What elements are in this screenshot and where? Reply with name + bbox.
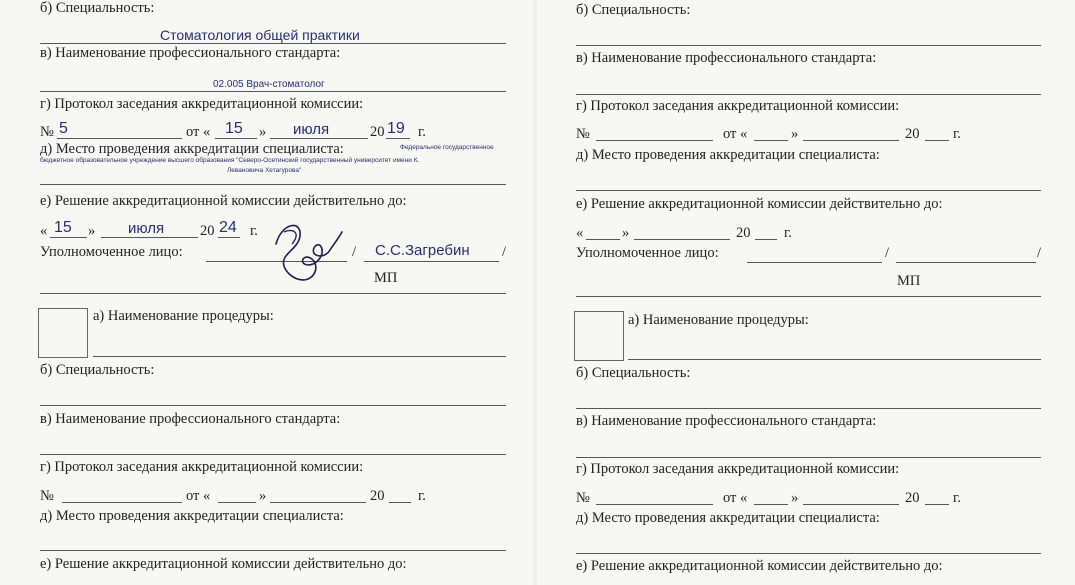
underline <box>218 502 256 503</box>
from-text: от « <box>723 126 748 142</box>
slash: / <box>502 244 507 260</box>
underline <box>755 239 777 240</box>
year-prefix: 20 <box>905 490 920 506</box>
underline <box>40 405 506 406</box>
slash: / <box>885 245 890 261</box>
protocol-label: г) Протокол заседания аккредитационной комиссии: <box>40 459 364 475</box>
decision-year-suffix: г. <box>784 225 792 241</box>
underline <box>586 239 620 240</box>
year-suffix: г. <box>418 488 426 504</box>
right-page <box>540 0 1075 585</box>
place-value-line3: Левановича Хетагурова" <box>227 167 302 174</box>
underline <box>576 457 1041 458</box>
protocol-number-prefix: № <box>576 490 590 506</box>
underline <box>40 91 506 92</box>
from-text: от « <box>186 488 211 504</box>
protocol-number-prefix: № <box>40 124 54 140</box>
from-text: от « <box>186 124 211 140</box>
authorized-label: Уполномоченное лицо: <box>576 245 719 261</box>
decision-year-value: 24 <box>219 219 237 236</box>
specialty-label: б) Специальность: <box>40 362 155 378</box>
decision-year-prefix: 20 <box>200 223 215 239</box>
underline <box>634 239 730 240</box>
underline <box>386 138 410 139</box>
left-page <box>0 0 535 585</box>
underline <box>270 138 368 139</box>
year-suffix: г. <box>953 126 961 142</box>
underline <box>576 45 1041 46</box>
underline <box>596 140 713 141</box>
close-quote: » <box>791 126 799 142</box>
decision-open-quote: « <box>40 223 48 239</box>
from-text: от « <box>723 490 748 506</box>
year-suffix: г. <box>953 490 961 506</box>
decision-label: е) Решение аккредитационной комиссии действительно до: <box>576 558 943 574</box>
decision-label: е) Решение аккредитационной комиссии действительно до: <box>40 193 407 209</box>
underline <box>576 553 1041 554</box>
standard-label: в) Наименование профессионального стандарта: <box>40 45 341 61</box>
underline <box>270 502 366 503</box>
decision-close-quote: » <box>622 225 630 241</box>
decision-label: е) Решение аккредитационной комиссии действительно до: <box>576 196 943 212</box>
underline <box>50 237 87 238</box>
decision-year-prefix: 20 <box>736 225 751 241</box>
authorized-name: С.С.Загребин <box>375 242 470 259</box>
underline <box>754 504 788 505</box>
decision-day-value: 15 <box>54 219 72 236</box>
slash: / <box>1037 245 1042 261</box>
underline <box>364 261 499 262</box>
standard-label: в) Наименование профессионального стандарта: <box>576 50 877 66</box>
handwritten-signature-icon <box>262 214 346 294</box>
standard-label: в) Наименование профессионального стандарта: <box>40 411 341 427</box>
place-label: д) Место проведения аккредитации специалиста: <box>40 141 344 157</box>
authorized-label: Уполномоченное лицо: <box>40 244 183 260</box>
underline <box>101 237 198 238</box>
procedure-label: а) Наименование процедуры: <box>93 308 274 324</box>
procedure-checkbox <box>38 308 88 358</box>
close-quote: » <box>259 488 267 504</box>
underline <box>40 454 506 455</box>
standard-value: 02.005 Врач-стоматолог <box>213 79 325 90</box>
underline <box>215 138 257 139</box>
underline <box>896 262 1036 263</box>
underline <box>40 293 506 294</box>
slash: / <box>352 244 357 260</box>
protocol-label: г) Протокол заседания аккредитационной комиссии: <box>576 461 900 477</box>
protocol-number-value: 5 <box>59 120 68 137</box>
underline <box>576 296 1041 297</box>
underline <box>40 550 506 551</box>
specialty-label: б) Специальность: <box>40 0 155 16</box>
protocol-number-prefix: № <box>40 488 54 504</box>
underline <box>925 140 949 141</box>
stamp-place-label: МП <box>897 273 921 289</box>
stamp-place-label: МП <box>374 270 398 286</box>
specialty-label: б) Специальность: <box>576 2 691 18</box>
underline <box>803 504 899 505</box>
decision-year-suffix: г. <box>250 223 258 239</box>
procedure-checkbox <box>574 311 624 361</box>
underline <box>389 502 411 503</box>
protocol-month-value: июля <box>293 121 330 138</box>
decision-label: е) Решение аккредитационной комиссии действительно до: <box>40 556 407 572</box>
decision-open-quote: « <box>576 225 584 241</box>
protocol-label: г) Протокол заседания аккредитационной комиссии: <box>576 98 900 114</box>
underline <box>925 504 949 505</box>
underline <box>754 140 788 141</box>
underline <box>40 43 506 44</box>
underline <box>596 504 713 505</box>
specialty-label: б) Специальность: <box>576 365 691 381</box>
place-value-line2: бюджетное образовательное учреждение высшего образования "Северо-Осетинский государственный университет имени К. <box>40 157 420 164</box>
underline <box>576 190 1041 191</box>
protocol-day-value: 15 <box>225 120 243 137</box>
year-suffix: г. <box>418 124 426 140</box>
underline <box>57 138 182 139</box>
decision-month-value: июля <box>128 220 165 237</box>
year-prefix: 20 <box>370 124 385 140</box>
underline <box>62 502 182 503</box>
underline <box>218 237 240 238</box>
standard-label: в) Наименование профессионального стандарта: <box>576 413 877 429</box>
year-prefix: 20 <box>905 126 920 142</box>
specialty-value: Стоматология общей практики <box>160 27 360 43</box>
protocol-year-value: 19 <box>387 120 405 137</box>
procedure-label: а) Наименование процедуры: <box>628 312 809 328</box>
place-value-line1: Федеральное государственное <box>400 144 494 151</box>
protocol-number-prefix: № <box>576 126 590 142</box>
underline <box>576 94 1041 95</box>
underline <box>803 140 899 141</box>
protocol-label: г) Протокол заседания аккредитационной комиссии: <box>40 96 364 112</box>
underline <box>747 262 882 263</box>
place-label: д) Место проведения аккредитации специалиста: <box>576 147 880 163</box>
underline <box>40 184 506 185</box>
close-quote: » <box>791 490 799 506</box>
close-quote: » <box>259 124 267 140</box>
place-label: д) Место проведения аккредитации специалиста: <box>40 508 344 524</box>
decision-close-quote: » <box>88 223 96 239</box>
underline <box>628 359 1041 360</box>
underline <box>93 356 506 357</box>
underline <box>576 408 1041 409</box>
year-prefix: 20 <box>370 488 385 504</box>
place-label: д) Место проведения аккредитации специалиста: <box>576 510 880 526</box>
